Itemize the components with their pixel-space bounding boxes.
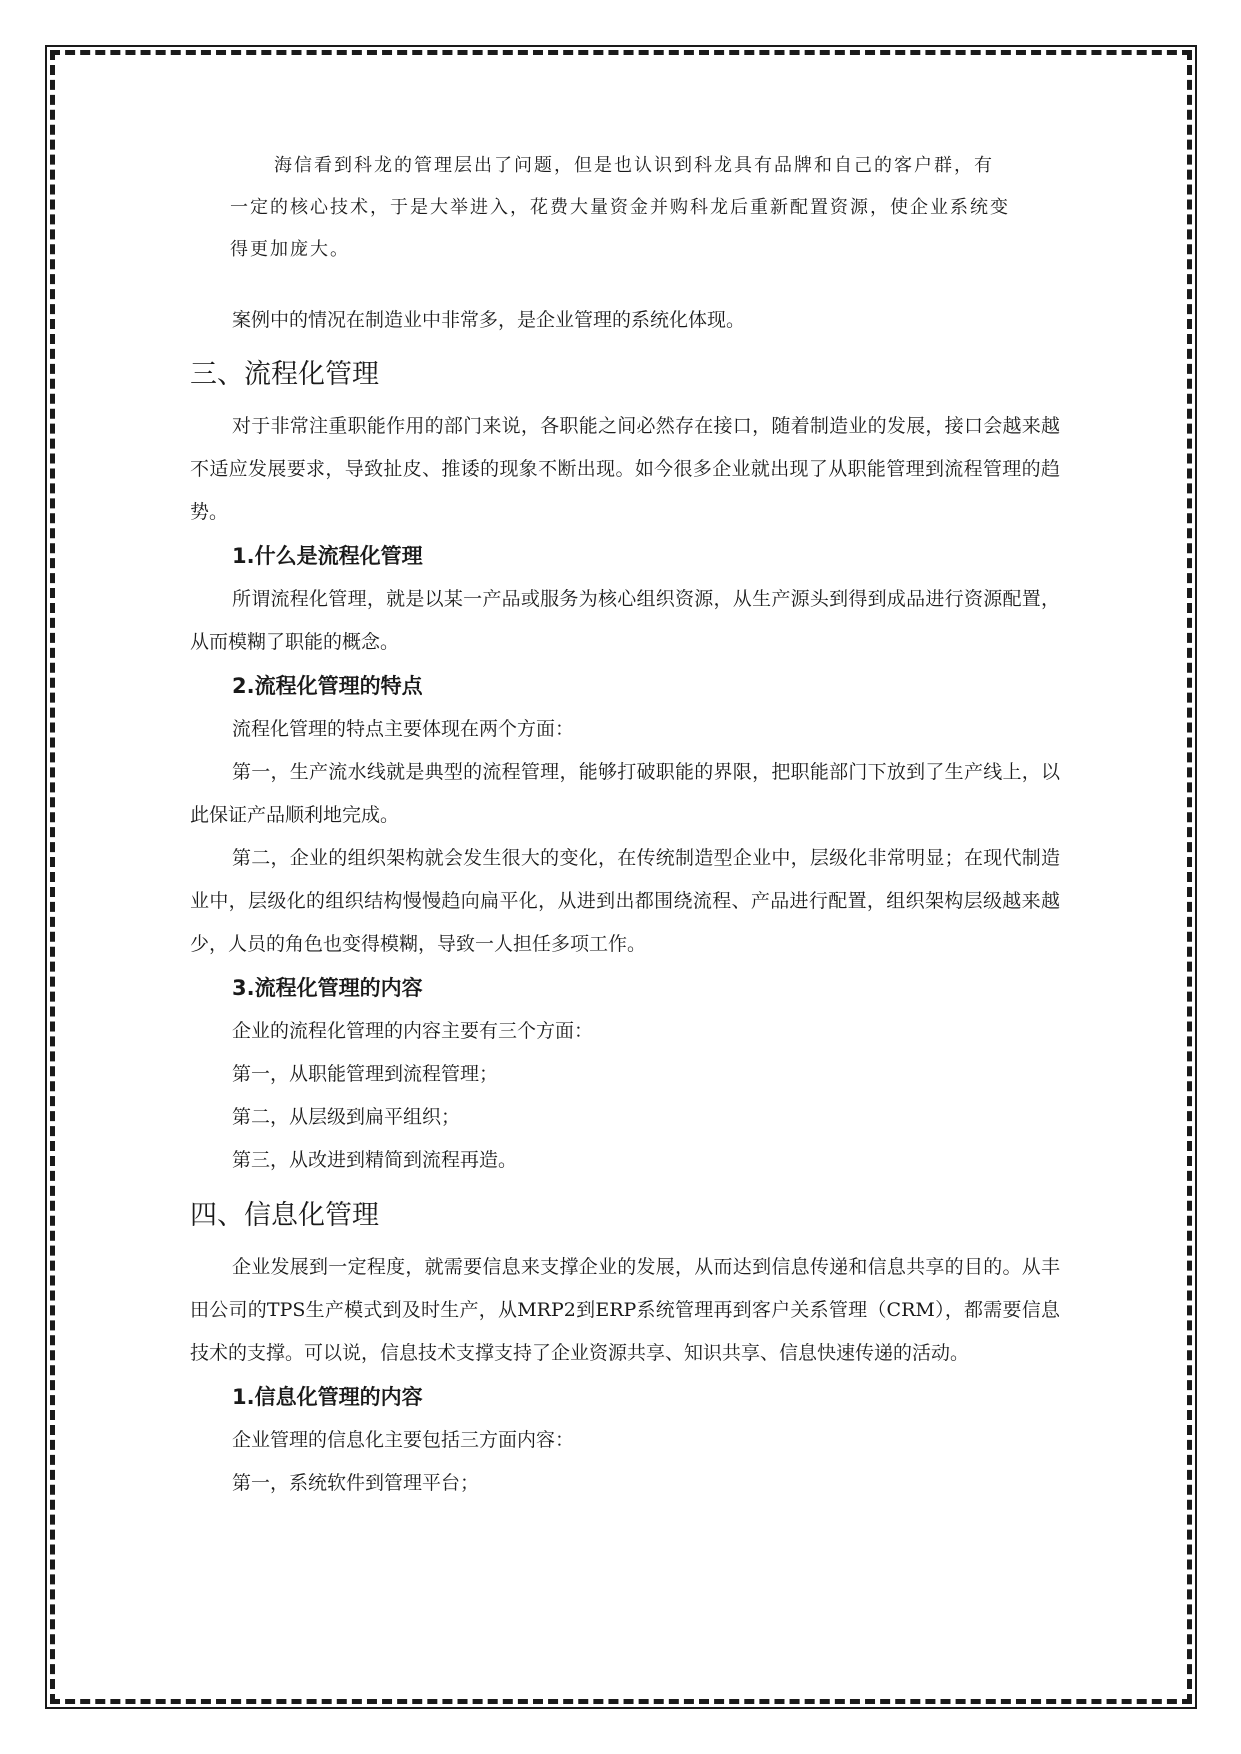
section-3-intro: 对于非常注重职能作用的部门来说，各职能之间必然存在接口，随着制造业的发展，接口会越来越不适应发展要求，导致扯皮、推诿的现象不断出现。如今很多企业就出现了从职能管理到流程管理的趋势。 — [190, 415, 1060, 523]
section-3-3-heading: 3.流程化管理的内容 — [232, 976, 423, 1000]
case-quote: 海信看到科龙的管理层出了问题，但是也认识到科龙具有品牌和自己的客户群，有一定的核心技术，于是大举进入，花费大量资金并购科龙后重新配置资源，使企业系统变得更加庞大。 — [230, 155, 1010, 260]
section-3-3-paragraph-2: 第一，从职能管理到流程管理； — [232, 1063, 499, 1085]
section-3-1-paragraph: 所谓流程化管理，就是以某一产品或服务为核心组织资源，从生产源头到得到成品进行资源配置，从而模糊了职能的概念。 — [190, 588, 1060, 653]
case-note: 案例中的情况在制造业中非常多，是企业管理的系统化体现。 — [232, 309, 746, 331]
section-3-2-paragraph-1: 流程化管理的特点主要体现在两个方面： — [232, 718, 575, 740]
section-3-2-heading: 2.流程化管理的特点 — [232, 674, 423, 698]
section-3-3-paragraph-3: 第二，从层级到扁平组织； — [232, 1106, 461, 1128]
section-4-1-paragraph-2: 第一，系统软件到管理平台； — [232, 1472, 480, 1494]
section-3-heading: 三、流程化管理 — [190, 359, 379, 390]
section-4-intro: 企业发展到一定程度，就需要信息来支撑企业的发展，从而达到信息传递和信息共享的目的。从丰田公司的TPS生产模式到及时生产，从MRP2到ERP系统管理再到客户关系管理（CRM），都需要信息技术的支撑。可以说，信息技术支撑支持了企业资源共享、知识共享、信息快速传递的活动。 — [190, 1256, 1060, 1364]
section-3-3-paragraph-4: 第三，从改进到精简到流程再造。 — [232, 1149, 518, 1171]
section-4-1-heading: 1.信息化管理的内容 — [232, 1385, 423, 1409]
section-3-1-heading: 1.什么是流程化管理 — [232, 544, 423, 568]
section-4-1-paragraph-1: 企业管理的信息化主要包括三方面内容： — [232, 1429, 575, 1451]
section-3-2-paragraph-2: 第一，生产流水线就是典型的流程管理，能够打破职能的界限，把职能部门下放到了生产线上，以此保证产品顺利地完成。 — [190, 761, 1060, 826]
page-content — [190, 145, 1060, 1505]
section-3-3-paragraph-1: 企业的流程化管理的内容主要有三个方面： — [232, 1020, 594, 1042]
section-4-heading: 四、信息化管理 — [190, 1200, 379, 1231]
section-3-2-paragraph-3: 第二，企业的组织架构就会发生很大的变化，在传统制造型企业中，层级化非常明显；在现代制造业中，层级化的组织结构慢慢趋向扁平化，从进到出都围绕流程、产品进行配置，组织架构层级越来越少，人员的角色也变得模糊，导致一人担任多项工作。 — [190, 847, 1060, 955]
